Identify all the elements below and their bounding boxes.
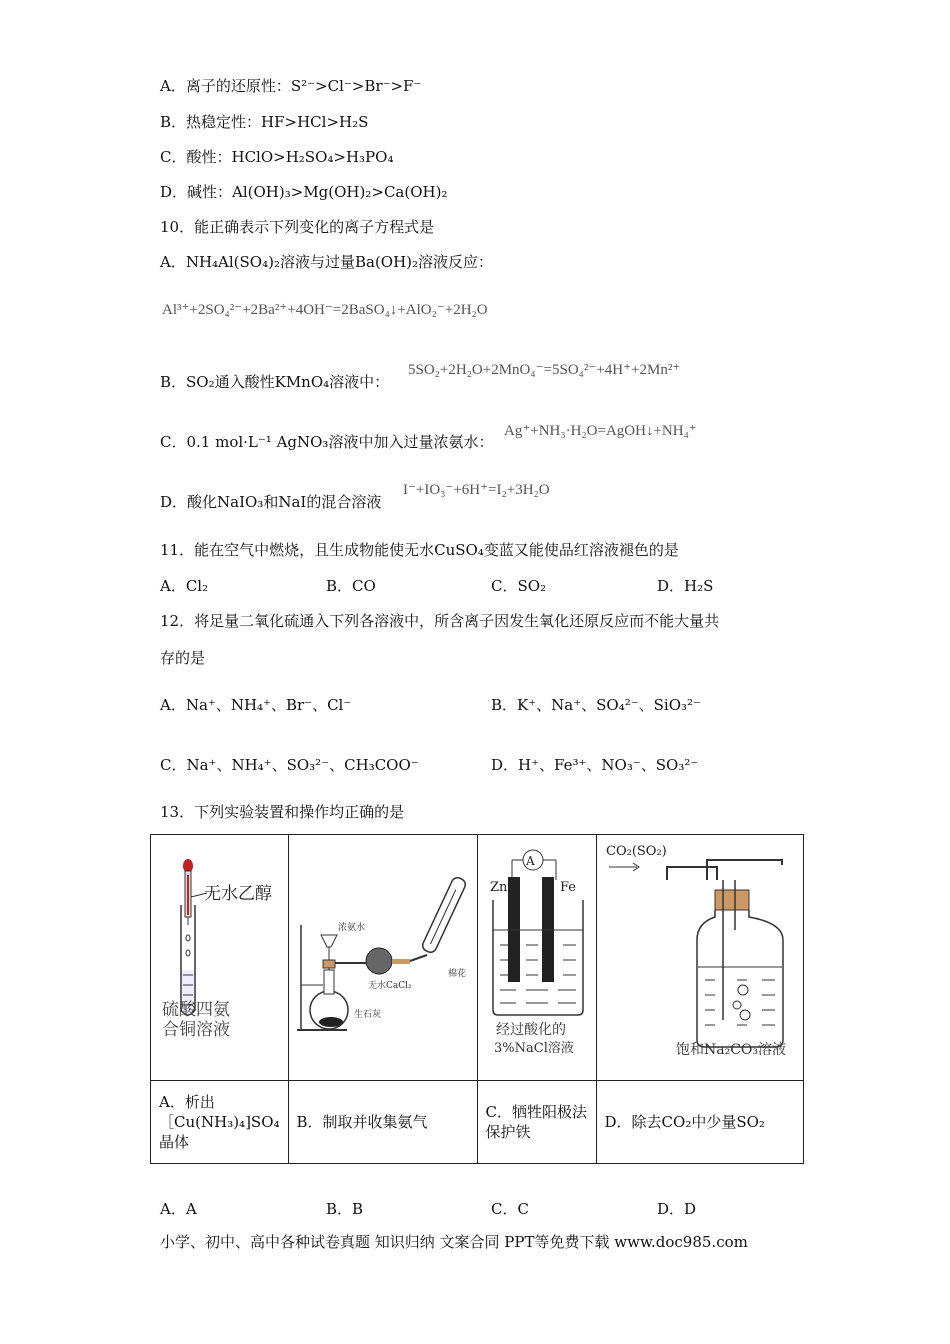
q13-option-c: C．C <box>491 1200 529 1218</box>
fig-c-label-line2: 3%NaCl溶液 <box>494 1041 574 1056</box>
q12-option-d: D．H⁺、Fe³⁺、NO₃⁻、SO₃²⁻ <box>491 756 699 774</box>
q12-stem-line2: 存的是 <box>160 649 206 667</box>
q10-a-text: A．NH₄Al(SO₄)₂溶液与过量Ba(OH)₂溶液反应： <box>160 253 494 271</box>
fig-c-label-line1: 经过酸化的 <box>496 1022 566 1038</box>
q11-stem: 11．能在空气中燃烧，且生成物能使无水CuSO₄变蓝又能使品红溶液褪色的是 <box>160 541 679 559</box>
q13-option-a: A．A <box>160 1200 197 1218</box>
q13-stem: 13．下列实验装置和操作均正确的是 <box>160 803 405 821</box>
q13-option-d: D．D <box>657 1200 697 1218</box>
q9-option-b <box>160 112 368 132</box>
fig-d-solution-label: 饱和Na₂CO₃溶液 <box>676 1042 787 1058</box>
fig-b-label-ammonia-water: 浓氨水 <box>338 923 366 933</box>
q10-d-equation: I⁻+IO₃⁻+6H⁺=I₂+3H₂O <box>403 482 550 498</box>
page-footer: 小学、初中、高中各种试卷真题 知识归纳 文案合同 PPT等免费下载 www.doc985.com <box>160 1233 748 1251</box>
fig-b-label-quicklime: 生石灰 <box>354 1010 382 1020</box>
fig-a-label-line1: 硫酸四氨 <box>162 1000 230 1020</box>
q13-caption-b: B．制取并收集氨气 <box>288 1081 477 1164</box>
q12-option-a: A．Na⁺、NH₄⁺、Br⁻、Cl⁻ <box>160 696 352 714</box>
q9-d-label: D．碱性： <box>160 183 233 201</box>
q11-option-d: D．H₂S <box>657 577 714 595</box>
q9-option-a <box>160 76 421 96</box>
fig-d-gas-label: CO₂(SO₂) <box>606 844 667 859</box>
fig-a-label-line2: 合铜溶液 <box>162 1020 230 1040</box>
q9-d-formula: Al(OH)₃>Mg(OH)₂>Ca(OH)₂ <box>232 183 448 201</box>
q13-figure-a <box>151 835 289 1081</box>
q13-option-b: B．B <box>326 1200 364 1218</box>
q9-c-formula: HClO>H₂SO₄>H₃PO₄ <box>231 148 394 166</box>
fig-c-fe-label: Fe <box>560 880 577 895</box>
fig-a-label-ethanol: 无水乙醇 <box>204 884 272 904</box>
q10-a-equation: Al³⁺+2SO₄²⁻+2Ba²⁺+4OH⁻=2BaSO₄↓+AlO₂⁻+2H₂O <box>162 302 488 318</box>
q13-figure-b <box>288 835 477 1081</box>
q10-stem: 10．能正确表示下列变化的离子方程式是 <box>160 218 435 236</box>
q12-option-c: C．Na⁺、NH₄⁺、SO₃²⁻、CH₃COO⁻ <box>160 756 419 774</box>
q9-c-label: C．酸性： <box>160 148 232 166</box>
q11-option-b: B．CO <box>326 577 376 595</box>
q12-stem-line1: 12．将足量二氧化硫通入下列各溶液中，所含离子因发生氧化还原反应而不能大量共 <box>160 612 720 630</box>
q11-option-a: A．Cl₂ <box>160 577 209 595</box>
q9-a-label: A．离子的还原性： <box>160 77 291 95</box>
fig-b-label-cotton: 棉花 <box>448 969 467 979</box>
fig-c-ammeter-label: A <box>526 854 535 868</box>
q10-c-text: C．0.1 mol·L⁻¹ AgNO₃溶液中加入过量浓氨水： <box>160 433 494 451</box>
q11-option-c: C．SO₂ <box>491 577 547 595</box>
fig-b-label-cacl2: 无水CaCl₂ <box>368 981 412 991</box>
q13-caption-c: C．牺牲阳极法保护铁 <box>477 1081 596 1164</box>
q12-option-b: B．K⁺、Na⁺、SO₄²⁻、SiO₃²⁻ <box>491 696 701 714</box>
q9-option-d <box>160 182 447 202</box>
q10-b-text: B．SO₂通入酸性KMnO₄溶液中： <box>160 373 390 391</box>
q10-b-equation: 5SO₂+2H₂O+2MnO₄⁻=5SO₄²⁻+4H⁺+2Mn²⁺ <box>408 362 681 378</box>
q10-c-equation: Ag⁺+NH₃·H₂O=AgOH↓+NH₄⁺ <box>504 423 697 439</box>
q13-caption-d: D．除去CO₂中少量SO₂ <box>596 1081 803 1164</box>
q9-a-formula: S²⁻>Cl⁻>Br⁻>F⁻ <box>290 77 422 95</box>
q9-b-label: B．热稳定性： <box>160 113 262 131</box>
q9-option-c <box>160 147 393 167</box>
q9-b-formula: HF>HCl>H₂S <box>261 113 369 131</box>
ammonia-apparatus-diagram <box>289 835 477 1076</box>
q13-caption-a: A．析出［Cu(NH₃)₄]SO₄晶体 <box>151 1081 289 1164</box>
q10-d-text: D．酸化NaIO₃和NaI的混合溶液 <box>160 493 382 511</box>
fig-c-zn-label: Zn <box>490 880 508 895</box>
